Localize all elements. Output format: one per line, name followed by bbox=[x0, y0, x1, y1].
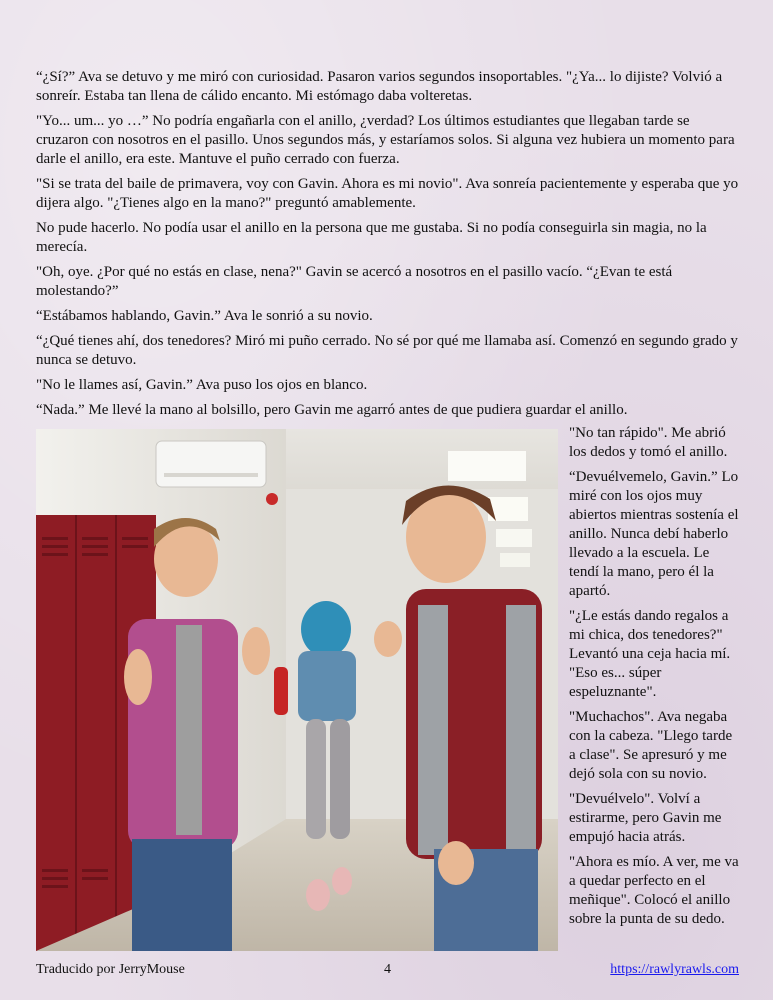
paragraph: “¿Sí?” Ava se detuvo y me miró con curiosidad. Pasaron varios segundos insoportables. "¿Ya... lo dijiste? Volvió a sonreír. Estaba tan llena de cálido encanto. Mi estómago daba volteretas. bbox=[36, 69, 723, 104]
paragraph: "No tan rápido". Me abrió los dedos y tomó el anillo. bbox=[569, 425, 728, 460]
paragraph: No pude hacerlo. No podía usar el anillo en la persona que me gustaba. Si no podía conseguirla sin magia, no la merecía. bbox=[36, 220, 707, 255]
paragraph: “Estábamos hablando, Gavin.” Ava le sonrió a su novio. bbox=[36, 308, 373, 324]
figure-row bbox=[36, 424, 739, 954]
side-column-text bbox=[569, 424, 741, 935]
paragraph: "Yo... um... yo …” No podría engañarla con el anillo, ¿verdad? Los últimos estudiantes que llegaban tarde se cruzaron con nosotros en el pasillo. Unos segundos más, y estaríamos solos. Si alguna vez hubiera un momento para darle el anillo, era este. Mantuve el puño cerrado con fuerza. bbox=[36, 113, 735, 167]
paragraph: "¿Le estás dando regalos a mi chica, dos tenedores?" Levantó una ceja hacia mí. "Eso es... súper espeluznante". bbox=[569, 608, 731, 700]
paragraph: "Devuélvelo". Volví a estirarme, pero Gavin me empujó hacia atrás. bbox=[569, 791, 722, 845]
page-number: 4 bbox=[384, 962, 391, 977]
paragraph: “¿Qué tienes ahí, dos tenedores? Miró mi puño cerrado. No sé por qué me llamaba así. Comenzó en segundo grado y nunca se detuvo. bbox=[36, 333, 738, 368]
translator-credit: Traducido por JerryMouse bbox=[36, 962, 185, 977]
paragraph: "Si se trata del baile de primavera, voy con Gavin. Ahora es mi novio". Ava sonreía pacientemente y esperaba que yo dijera algo. "¿Tienes algo en la mano?" preguntó amablemente. bbox=[36, 176, 739, 211]
paragraph: "No le llames así, Gavin.” Ava puso los ojos en blanco. bbox=[36, 377, 368, 393]
page-content bbox=[36, 68, 739, 954]
paragraph: “Nada.” Me llevé la mano al bolsillo, pero Gavin me agarró antes de que pudiera guardar el anillo. bbox=[36, 402, 628, 418]
hallway-scene-image bbox=[36, 429, 558, 951]
website-link[interactable]: https://rawlyrawls.com bbox=[610, 962, 739, 977]
paragraph: “Devuélvemelo, Gavin.” Lo miré con los ojos muy abiertos mientras sostenía el anillo. Nunca debí haberlo llevado a la escuela. Le tendí la mano, pero él la apartó. bbox=[569, 469, 739, 599]
paragraph: "Ahora es mío. A ver, me va a quedar perfecto en el meñique". Colocó el anillo sobre la punta de su dedo. bbox=[569, 854, 739, 927]
paragraph: "Muchachos". Ava negaba con la cabeza. "Llego tarde a clase". Se apresuró y me dejó sola con su novio. bbox=[569, 709, 733, 782]
page-footer bbox=[36, 962, 739, 980]
paragraph: "Oh, oye. ¿Por qué no estás en clase, nena?" Gavin se acercó a nosotros en el pasillo vacío. “¿Evan te está molestando?” bbox=[36, 264, 673, 299]
hallway-illustration bbox=[36, 429, 558, 951]
